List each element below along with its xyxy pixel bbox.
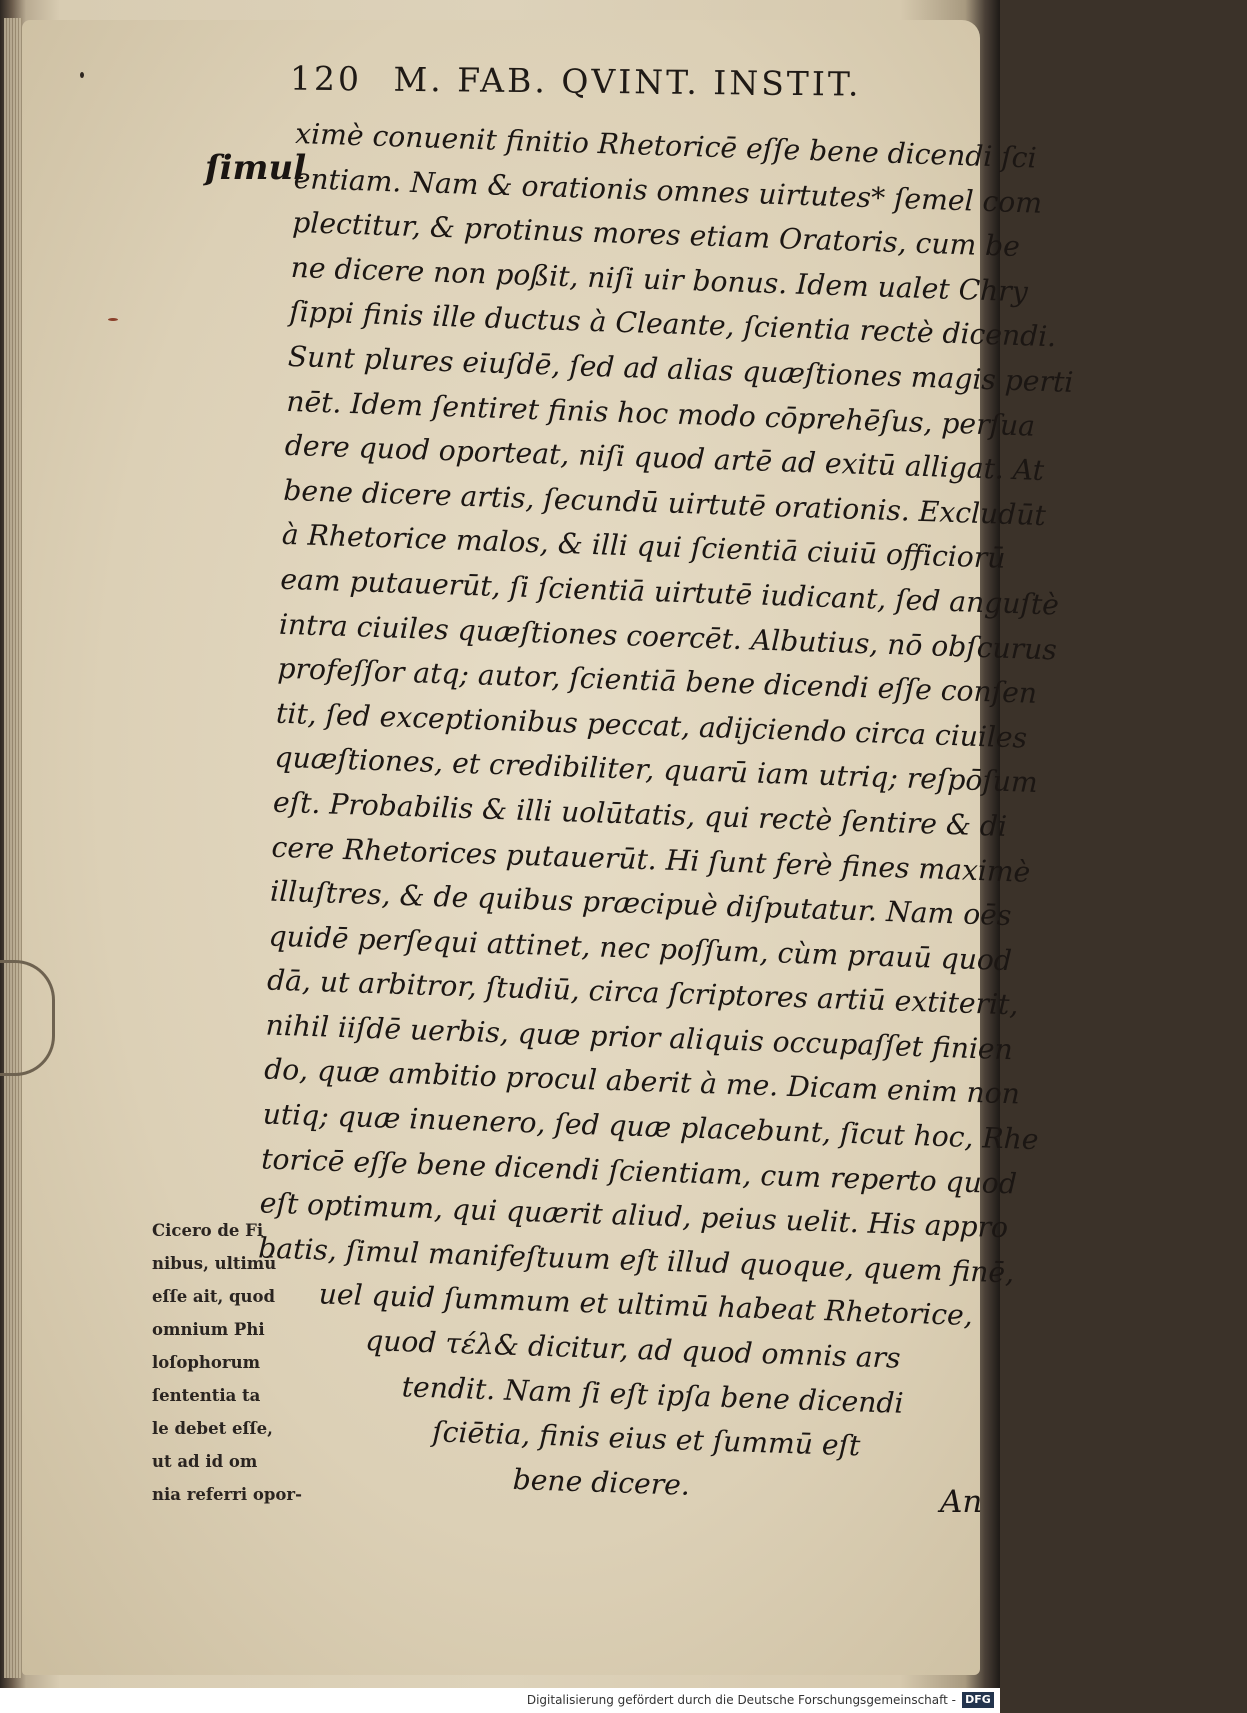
- note-line: ut ad id om: [152, 1452, 258, 1471]
- dfg-logo: DFG: [962, 1692, 994, 1708]
- note-line: omnium Phi: [152, 1320, 265, 1339]
- text-line: illuſtres, & de quibus præcipuè diſputatur. Nam oēs: [269, 874, 1012, 933]
- note-line: ſententia ta: [152, 1386, 261, 1405]
- text-line: utiq; quæ inuenero, ſed quæ placebunt, ſicut hoc, Rhe: [262, 1097, 1040, 1157]
- ink-speck: [108, 318, 118, 321]
- text-line: ſippi finis ille ductus à Cleante, ſcientia rectè dicendi.: [288, 295, 1057, 354]
- note-line: eſſe ait, quod: [152, 1287, 276, 1306]
- text-line: batis, ſimul manifeſtuum eſt illud quoque, quem finē,: [257, 1231, 1015, 1290]
- text-line: eſt. Probabilis & illi uolūtatis, qui rectè ſentire & di: [272, 785, 1008, 843]
- text-line: cere Rhetorices putauerūt. Hi ſunt ferè fines maximè: [271, 830, 1031, 889]
- text-line: tit, ſed exceptionibus peccat, adijciendo circa ciuiles: [275, 696, 1028, 755]
- tail-line: bene dicere.: [512, 1462, 691, 1502]
- note-line: le debet eſſe,: [152, 1419, 273, 1438]
- note-line: nibus, ultimū: [152, 1254, 277, 1273]
- text-line: plectitur, & protinus mores etiam Oratoris, cum be: [291, 206, 1021, 264]
- note-line: nia referri opor-: [152, 1485, 302, 1504]
- page-edge-stack: [4, 18, 22, 1678]
- text-line: eſt optimum, qui quærit aliud, peius uelit. His appro: [259, 1186, 1009, 1245]
- text-line: quidē perſequi attinet, nec poſſum, cùm prauū quod: [268, 919, 1013, 977]
- text-line: do, quæ ambitio procul aberit à me. Dicam enim non: [263, 1052, 1021, 1111]
- text-line: ximè conuenit finitio Rhetoricē eſſe bene dicendi ſci: [294, 116, 1038, 175]
- note-line: Cicero de Fi: [152, 1221, 264, 1240]
- text-line: quæſtiones, et credibiliter, quarū iam utriq; reſpōſum: [274, 740, 1039, 800]
- tail-line: ſciētia, finis eius et ſummū eſt: [431, 1415, 861, 1463]
- tail-line: quod τέλ& dicitur, ad quod omnis ars: [364, 1324, 902, 1375]
- tail-line: uel quid ſummum et ultimū habeat Rhetorice,: [318, 1277, 974, 1333]
- digitization-footer: [0, 1688, 1000, 1713]
- text-line: eam putauerūt, ſi ſcientiā uirtutē iudicant, ſed anguſtè: [279, 562, 1060, 622]
- text-line: nēt. Idem ſentiret finis hoc modo cōprehēſus, perſua: [285, 384, 1036, 443]
- text-line: bene dicere artis, ſecundū uirtutē orationis. Excludūt: [282, 473, 1047, 532]
- text-line: ne dicere non poßit, niſi uir bonus. Idem ualet Chry: [290, 250, 1029, 309]
- marginal-word: ſimul: [205, 148, 307, 188]
- text-line: Sunt plures eiuſdē, ſed ad alias quæſtiones magis perti: [287, 339, 1074, 399]
- text-line: dere quod oporteat, niſi quod artē ad exitū alligat. At: [284, 428, 1045, 488]
- text-line: entiam. Nam & orationis omnes uirtutes* ſemel com: [293, 161, 1043, 220]
- clasp-loop: [0, 960, 55, 1076]
- text-line: intra ciuiles quæſtiones coercēt. Albutius, nō obſcurus: [278, 607, 1058, 667]
- text-line: à Rhetorice malos, & illi qui ſcientiā ciuiū officiorū: [281, 518, 1006, 576]
- text-line: profeſſor atq; autor, ſcientiā bene dicendi eſſe conſen: [276, 651, 1038, 711]
- funding-credit: Digitalisierung gefördert durch die Deutsche Forschungsgemeinschaft -: [526, 1693, 956, 1707]
- text-line: dā, ut arbitror, ſtudiū, circa ſcriptores artiū extiterit,: [266, 963, 1019, 1022]
- text-line: toricē eſſe bene dicendi ſcientiam, cum reperto quod: [260, 1142, 1018, 1201]
- marginal-note: [152, 1214, 302, 1511]
- catchword: An: [940, 1484, 983, 1520]
- running-head: [290, 59, 930, 105]
- page-number: 120: [289, 58, 363, 99]
- running-title: M. FAB. QVINT. INSTIT.: [393, 59, 862, 104]
- tail-line: tendit. Nam ſi eſt ipſa bene dicendi: [401, 1369, 905, 1420]
- main-text-block: [250, 112, 1074, 1517]
- note-line: loſophorum: [152, 1353, 261, 1372]
- text-line: nihil iiſdē uerbis, quæ prior aliquis occupaſſet finien: [265, 1008, 1014, 1067]
- ink-speck: [80, 72, 84, 78]
